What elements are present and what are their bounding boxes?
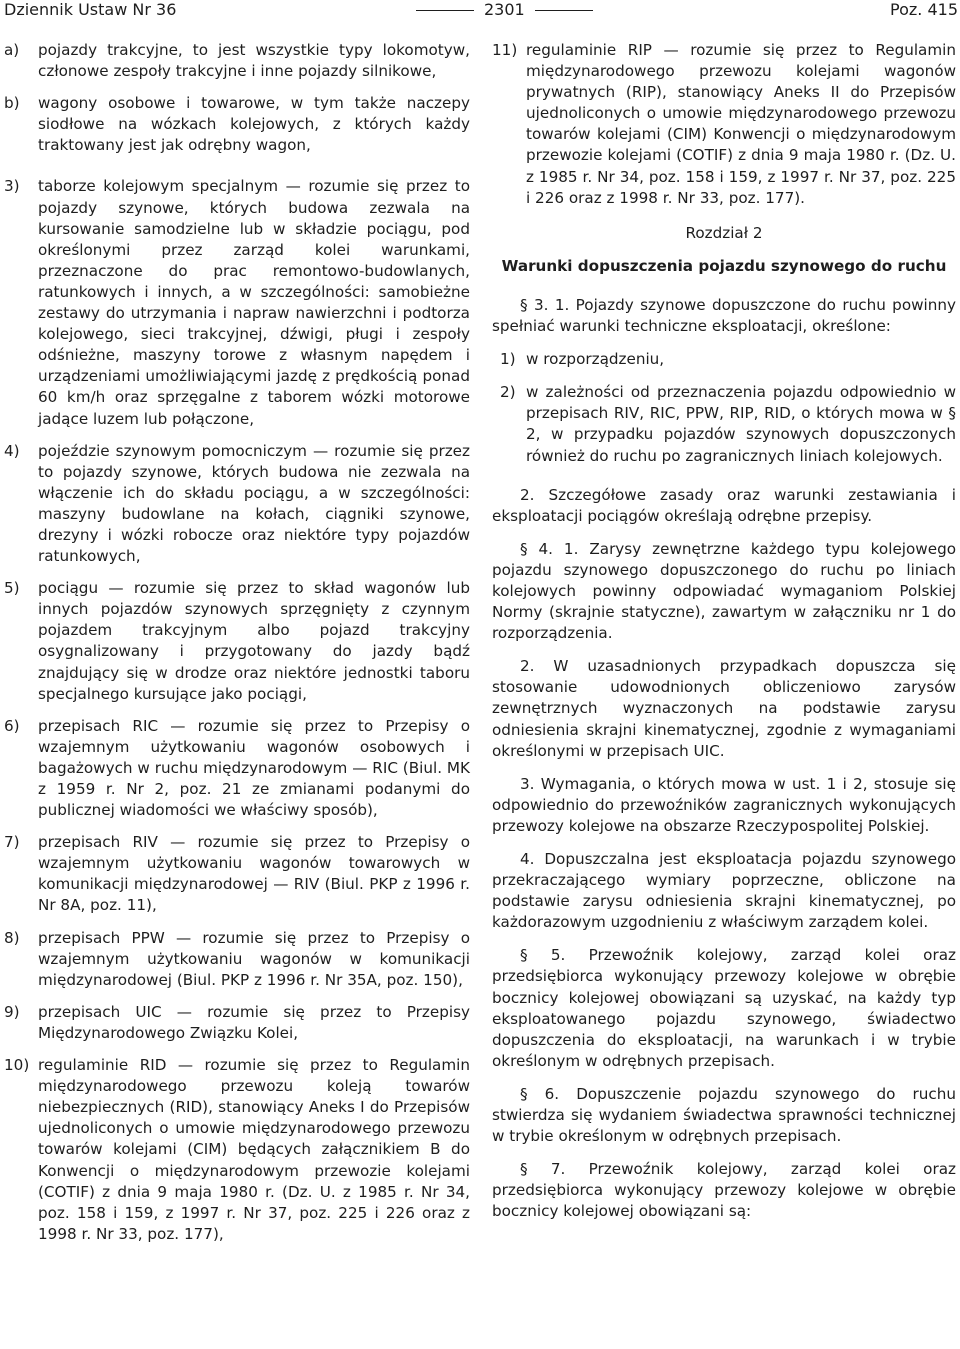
paragraph-3-1-point-1 bbox=[492, 349, 956, 370]
definition-item-6 bbox=[4, 716, 470, 821]
dash-right bbox=[535, 10, 593, 12]
dash-left bbox=[416, 10, 474, 12]
item-text: pociągu — rozumie się przez to skład wagonów lub innych pojazdów szynowych sprzęgnięty z czynnym pojazdem trakcyjnym albo pojazd trakcyjny osygnalizowany i przygotowany do jazdy bądź znajdujący się w drodze oraz niektóre jednostki taboru specjalnego kursujące jako pociągi, bbox=[38, 579, 470, 703]
point-text: w zależności od przeznaczenia pojazdu odpowiednio w przepisach RIV, RIC, PPW, RIP, RID, o których mowa w § 2, w przypadku pojazdów szynowych dopuszczonych również do ruchu po zagranicznych liniach kolejowych. bbox=[526, 383, 956, 465]
item-text: pojazdy trakcyjne, to jest wszystkie typy lokomotyw, członowe zespoły trakcyjne i inne pojazdy silnikowe, bbox=[38, 41, 470, 81]
item-text: taborze kolejowym specjalnym — rozumie się przez to pojazdy szynowe, których budowa zezwala na kursowanie samodzielne lub w składzie pociągu, pod określonymi przez zarząd kolei warunkami, przeznaczone do prac remontowo-budowlanych, ratunkowych i innych, a w szczególności: samobieżne zestawy do utrzymania i napraw nawierzchni i podtorza kolejowego, sieci trakcyjnej, dźwigi, pługi i zespoły odśnieżne, maszyny torowe z własnym napędem i urządzeniami umożliwiającymi jazdę z prędkością ponad 60 km/h oraz sprzęgalne z taborem wózki motorowe jadące luzem lub połączone, bbox=[38, 177, 470, 428]
right-column bbox=[492, 40, 956, 1235]
point-text: w rozporządzeniu, bbox=[526, 350, 665, 369]
item-number: 8) bbox=[4, 928, 20, 947]
point-number: 1) bbox=[500, 350, 516, 369]
item-number: 4) bbox=[4, 441, 20, 460]
item-text: przepisach PPW — rozumie się przez to Przepisy o wzajemnym użytkowaniu wagonów w komunikacji międzynarodowej (Biul. PKP z 1996 r. Nr 35A, poz. 150), bbox=[38, 928, 470, 989]
item-text: przepisach RIV — rozumie się przez to Przepisy o wzajemnym użytkowaniu wagonów towarowych w komunikacji międzynarodowej — RIV (Biul. PKP z 1996 r. Nr 8A, poz. 11), bbox=[38, 833, 470, 915]
page-header bbox=[0, 0, 960, 22]
item-number: 9) bbox=[4, 1002, 20, 1021]
point-number: 2) bbox=[500, 383, 516, 402]
paragraph-7: § 7. Przewoźnik kolejowy, zarząd kolei oraz przedsiębiorca wykonujący przewozy kolejowe w obrębie bocznicy kolejowej obowiązani są: bbox=[492, 1160, 956, 1221]
definition-item-8 bbox=[4, 928, 470, 991]
paragraph-4-4: 4. Dopuszczalna jest eksploatacja pojazdu szynowego przekraczającego wymiary poprzeczne, obliczone na podstawie zarysu odniesienia skrajni kinematycznej, po każdorazowym uzgodnieniu z właściwym zarządem kolei. bbox=[492, 850, 956, 932]
left-column bbox=[4, 40, 470, 1256]
item-text: wagony osobowe i towarowe, w tym także naczepy siodłowe na wózkach kolejowych, z których każdy traktowany jest jak odrębny wagon, bbox=[38, 94, 470, 155]
item-number: 10) bbox=[4, 1056, 30, 1075]
paragraph-3-2: 2. Szczegółowe zasady oraz warunki zestawiania i eksploatacji pociągów określają odrębne przepisy. bbox=[492, 485, 956, 525]
definition-item-a bbox=[4, 40, 470, 82]
position-number: Poz. 415 bbox=[890, 0, 958, 19]
definition-item-11 bbox=[492, 40, 956, 209]
paragraph-3-1: § 3. 1. Pojazdy szynowe dopuszczone do ruchu powinny spełniać warunki techniczne eksploatacji, określone: bbox=[492, 295, 956, 336]
definition-item-7 bbox=[4, 832, 470, 916]
paragraph-4-2: 2. W uzasadnionych przypadkach dopuszcza się stosowanie udowodnionych obliczeniowo zarysów zewnętrznych wyznaczonych na podstawie zarysu odniesienia skrajni kinematycznej, zgodnie z wymaganiami określonymi w przepisach UIC. bbox=[492, 657, 956, 760]
item-number: b) bbox=[4, 94, 20, 113]
definition-item-10 bbox=[4, 1055, 470, 1245]
chapter-heading: Rozdział 2 bbox=[685, 223, 763, 242]
definition-item-5 bbox=[4, 578, 470, 705]
page-number: 2301 bbox=[484, 0, 525, 19]
paragraph-5: § 5. Przewoźnik kolejowy, zarząd kolei oraz przedsiębiorca wykonujący przewozy kolejowe w obrębie bocznicy kolejowej obowiązani są uzyskać, na każdy typ eksploatowanego pojazdu szynowego, świadectwo dopuszczenia do eksploatacji, na warunkach i w trybie określonym w odrębnych przepisach. bbox=[492, 946, 956, 1070]
journal-title: Dziennik Ustaw Nr 36 bbox=[4, 0, 177, 19]
paragraph-3-1-point-2 bbox=[492, 382, 956, 466]
item-number: 11) bbox=[492, 41, 518, 59]
item-number: 7) bbox=[4, 833, 20, 852]
definition-item-4 bbox=[4, 441, 470, 568]
item-number: 5) bbox=[4, 579, 20, 598]
item-text: regulaminie RIP — rozumie się przez to Regulamin międzynarodowego przewozu kolejami wagonów prywatnych (RIP), stanowiący Aneks II do Przepisów ujednoliconych o umowie międzynarodowego przewozu towarów kolejami (CIM) Konwencji o międzynarodowym przewozie kolejami (COTIF) z dnia 9 maja 1980 r. (Dz. U. z 1985 r. Nr 34, poz. 158 i 159, z 1997 r. Nr 37, poz. 225 i 226 oraz z 1998 r. Nr 33, poz. 177). bbox=[526, 41, 956, 207]
item-number: a) bbox=[4, 41, 20, 59]
paragraph-4-1: § 4. 1. Zarysy zewnętrzne każdego typu kolejowego pojazdu szynowego dopuszczonego do ruchu po liniach kolejowych powinny odpowiadać wymaganiom Polskiej Normy (skrajnie statyczne), zawartym w załączniku nr 1 do rozporządzenia. bbox=[492, 539, 956, 643]
definition-item-9 bbox=[4, 1002, 470, 1044]
item-number: 6) bbox=[4, 716, 20, 735]
item-text: regulaminie RID — rozumie się przez to Regulamin międzynarodowego przewozu koleją towarów niebezpiecznych (RID), stanowiący Aneks I do Przepisów ujednoliconych o umowie międzynarodowego przewozu towarów kolejami (CIM) będących załącznikiem B do Konwencji o międzynarodowym przewozie kolejami (COTIF) z dnia 9 maja 1980 r. (Dz. U. z 1985 r. Nr 34, poz. 158 i 159, z 1997 r. Nr 37, poz. 225 i 226 oraz z 1998 r. Nr 33, poz. 177), bbox=[38, 1056, 470, 1243]
page-number-block bbox=[416, 0, 593, 20]
definition-item-3 bbox=[4, 176, 470, 429]
chapter-title: Warunki dopuszczenia pojazdu szynowego do ruchu bbox=[501, 256, 947, 275]
paragraph-4-3: 3. Wymagania, o których mowa w ust. 1 i 2, stosuje się odpowiednio do przewoźników zagranicznych wykonujących przewozy kolejowe na obszarze Rzeczypospolitej Polskiej. bbox=[492, 774, 956, 835]
item-text: przepisach UIC — rozumie się przez to Przepisy Międzynarodowego Związku Kolei, bbox=[38, 1002, 470, 1042]
item-text: przepisach RIC — rozumie się przez to Przepisy o wzajemnym użytkowaniu wagonów osobowych i bagażowych w ruchu międzynarodowym — RIC (Biul. MK z 1959 r. Nr 2, poz. 21 ze zmianami podanymi do publicznej wiadomości we właściwy sposób), bbox=[38, 716, 470, 820]
item-text: pojeździe szynowym pomocniczym — rozumie się przez to pojazdy szynowe, których budowa nie zezwala na włączenie ich do składu pociągu, a w szczególności: maszyny budowlane na kołach, ciągniki szynowe, drezyny i wózki robocze oraz niektóre typy pojazdów ratunkowych, bbox=[38, 441, 470, 566]
item-number: 3) bbox=[4, 177, 20, 196]
definition-item-b bbox=[4, 93, 470, 156]
paragraph-6: § 6. Dopuszczenie pojazdu szynowego do ruchu stwierdza się wydaniem świadectwa sprawności technicznej w trybie określonym w odrębnych przepisach. bbox=[492, 1084, 956, 1146]
